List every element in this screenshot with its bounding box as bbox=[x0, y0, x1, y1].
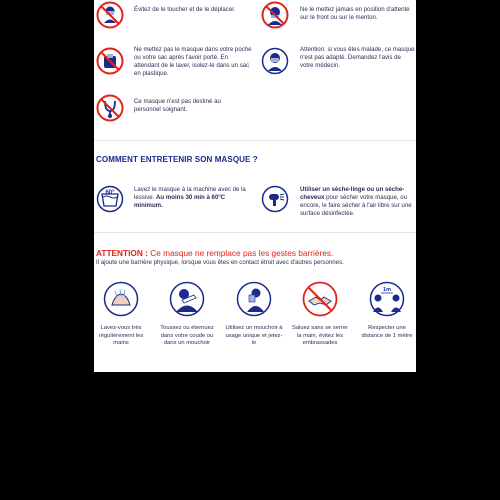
wash-hands-icon bbox=[103, 281, 139, 317]
gesture-caption-3: Utilisez un mouchoir à usage unique et jetez-le bbox=[225, 325, 283, 346]
dont-text-2: Ne le mettez jamais en position d'attente sur le front ou sur le menton. bbox=[300, 6, 410, 21]
no-touch-mask-icon bbox=[96, 1, 124, 29]
sick-person-icon bbox=[261, 47, 289, 75]
wash-badge: 60° bbox=[105, 190, 115, 196]
divider bbox=[94, 232, 416, 233]
dont-text-5: Ce masque n'est pas destiné au personnel soignant. bbox=[134, 98, 221, 113]
dont-text-3: Ne mettez pas le masque dans votre poche ou votre sac après l'avoir porté. En attendant de le laver, isolez-le dans un sac en plastique. bbox=[134, 46, 252, 77]
gesture-caption-4: Saluez sans se serrer la main, évitez les embrassades bbox=[291, 325, 349, 346]
gesture-caption-5: Respecter une distance de 1 mètre bbox=[361, 325, 413, 339]
wash-text: Lavez le masque à la machine avec de la lessive. Au moins 30 min à 60°C minimum. bbox=[134, 186, 246, 209]
distance-label: 1m bbox=[383, 287, 391, 293]
divider bbox=[94, 140, 416, 141]
no-chin-mask-icon bbox=[261, 1, 289, 29]
attention-title: ATTENTION : Ce masque ne remplace pas les gestes barrières. bbox=[96, 248, 334, 258]
no-pocket-mask-icon bbox=[96, 47, 124, 75]
no-handshake-icon bbox=[302, 281, 338, 317]
dry-text: Utiliser un sèche-linge ou un sèche-cheveux pour sécher votre masque, ou encore, le faire sécher à l'air libre sur une surface désinfectée. bbox=[300, 186, 412, 217]
tissue-icon bbox=[236, 281, 272, 317]
distance-icon bbox=[369, 281, 405, 317]
dont-text-4: Attention: si vous êtes malade, ce masque n'est pas adapté. Demandez l'avis de votre médecin. bbox=[300, 46, 415, 69]
gesture-caption-2: Toussez ou éternuez dans votre coude ou dans un mouchoir bbox=[160, 325, 214, 346]
care-section-title: COMMENT ENTRETENIR SON MASQUE ? bbox=[96, 155, 258, 164]
no-stethoscope-icon bbox=[96, 94, 124, 122]
hair-dryer-icon bbox=[261, 185, 289, 213]
mask-instructions-sheet bbox=[94, 0, 416, 372]
attention-subtitle: Il ajoute une barrière physique, lorsque vous êtes en contact étroit avec d'autres personnes. bbox=[96, 259, 344, 266]
cough-elbow-icon bbox=[169, 281, 205, 317]
gesture-caption-1: Lavez-vous très régulièrement les mains bbox=[98, 325, 144, 346]
wash-60-icon bbox=[96, 185, 124, 213]
dont-text-1: Évitez de le toucher et de le déplacer. bbox=[134, 6, 236, 13]
